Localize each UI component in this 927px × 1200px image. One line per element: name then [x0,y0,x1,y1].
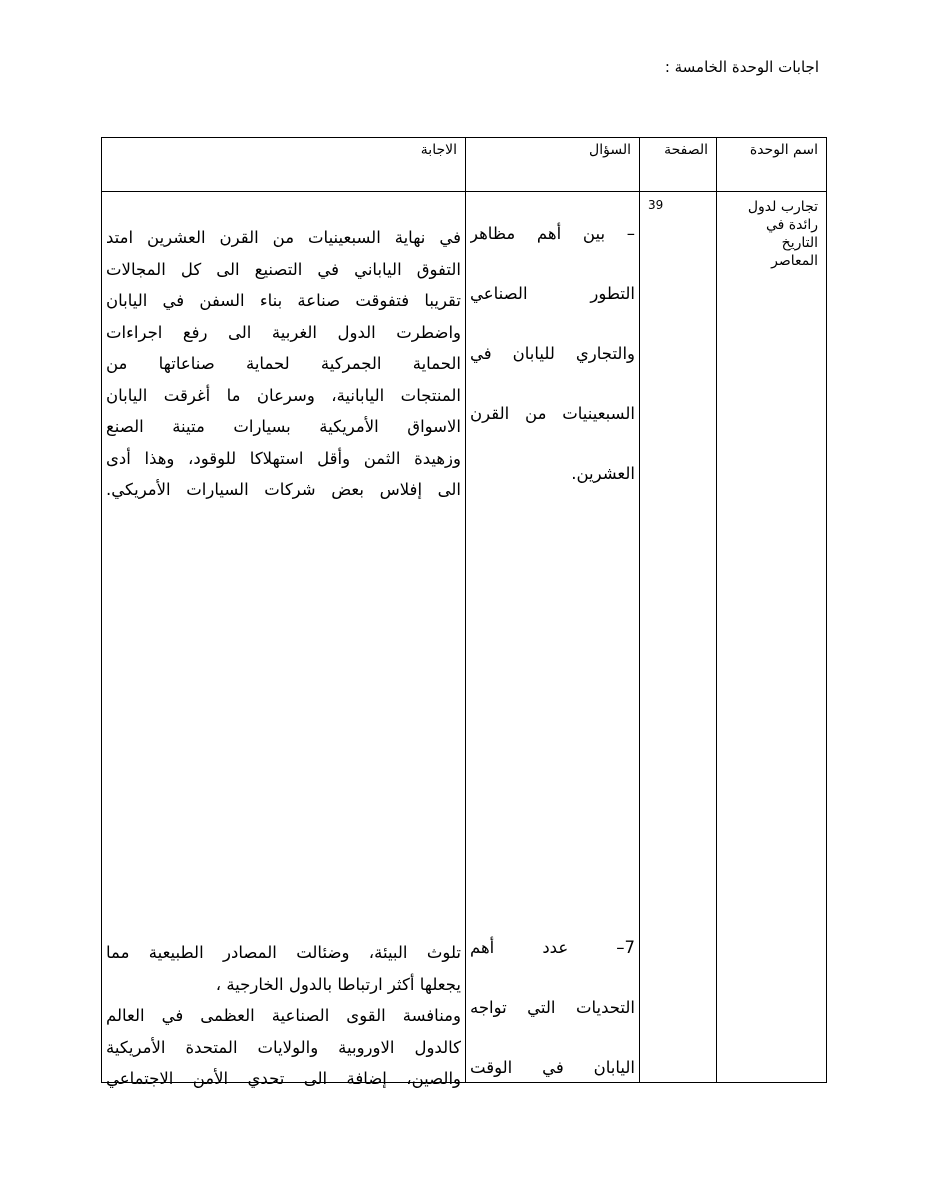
unit-name-line: رائدة في [765,217,818,233]
table-header-row [102,138,827,192]
answer-line: كالدول الاوروبية والولايات المتحدة الأمريكية [106,1037,461,1057]
answer-line: ومنافسة القوى الصناعية العظمى في العالم [106,1006,461,1025]
answer-1 [106,222,461,506]
answer-7 [106,937,461,1095]
question-1 [470,204,635,504]
answer-line: المنتجات اليابانية، وسرعان ما أغرقت اليابان [106,385,461,405]
page-cell [640,192,717,1083]
answer-line: الى إفلاس بعض شركات السيارات الأمريكي. [106,480,461,499]
document-heading: اجابات الوحدة الخامسة : [664,58,819,76]
answers-table [101,137,827,1088]
answer-line: واضطرت الدول الغربية الى رفع اجراءات [106,322,461,342]
answer-line: تلوث البيئة، وضئالت المصادر الطبيعية مما [106,943,461,962]
question-line: – بين أهم مظاهر [470,224,635,243]
answer-line: الحماية الجمركية لحماية صناعاتها من [106,354,461,373]
unit-name-cell [717,192,827,1083]
answer-line: تقريبا فتفوقت صناعة بناء السفن في اليابان [106,291,461,310]
answer-cell [102,192,466,1088]
unit-name [717,192,826,270]
header-page: الصفحة [640,138,717,192]
question-line: التطور الصناعي [470,284,635,303]
header-answer: الاجابة [102,138,466,192]
answer-line: الاسواق الأمريكية بسيارات متينة الصنع [106,417,461,436]
question-cell [466,192,640,1083]
question-line: التحديات التي تواجه [470,998,635,1017]
unit-name-line: المعاصر [771,253,818,269]
page-number: 39 [648,198,664,212]
question-line: العشرين. [571,464,635,483]
question-line: 7– عدد أهم [470,938,635,957]
table-row [102,192,827,1083]
question-line: اليابان في الوقت [470,1058,635,1077]
unit-name-line: التاريخ [781,235,818,251]
unit-name-line: تجارب لدول [747,199,818,215]
answer-line: في نهاية السبعينيات من القرن العشرين امتد [106,228,461,247]
header-unit-name: اسم الوحدة [717,138,827,192]
question-7 [470,918,635,1098]
question-line: السبعينيات من القرن [470,404,635,423]
answer-line: وزهيدة الثمن وأقل استهلاكا للوقود، وهذا أدى [106,448,461,468]
question-line: والتجاري لليابان في [470,344,635,363]
answer-line: والصين، إضافة الى تحدي الأمن الاجتماعي [106,1069,461,1088]
header-question: السؤال [466,138,640,192]
answer-line: التفوق الياباني في التصنيع الى كل المجالات [106,259,461,279]
answer-line: يجعلها أكثر ارتباطا بالدول الخارجية ، [215,974,461,994]
